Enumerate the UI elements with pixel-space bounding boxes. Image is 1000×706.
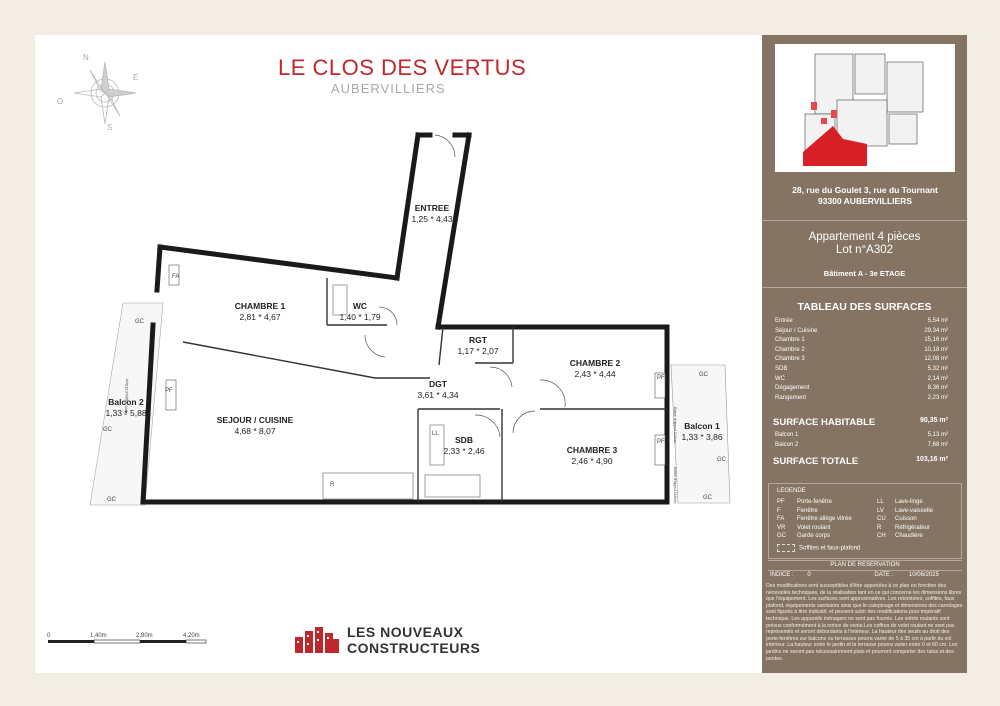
legal-notice: Des modifications sont susceptibles d'être apportées à ce plan en fonction des nécessités techniques, de la réalisation tant en ce qui concerne les dimensions libres que l'équipement. Les surfaces sont approximatives. Les retombées, soffites, faux plafond, équipements sanitaires ainsi que le calepinage et dimensions des carrelages sont figurés à titre indicatif, et peuvent subir des modifications pour impératif technique. Les appareils ménagers ne sont pas fournis. Les volets roulants sont prévus conformément à la notice de vente.Les coffres de volet roulant ne sont pas représentés et seront débordants à l'intérieur. La hauteur des seuils au droit des porte-fenêtres sur balcons ou terrasses pourra varier de 5 à 35 cm à partir du sol intérieur. La hauteur entre le jardin et la terrasse pourra varier entre 0 et 60 cm. Les jardins ne seront pas nécessairement plats et pourront comporter des talus et des pentes. [766,583,963,662]
divider [762,220,967,221]
legend-item: CU Cuisson [877,516,917,523]
compass-e: E [133,73,139,82]
legend-title: LEGENDE [777,488,806,494]
lot-number: Lot n°A302 [835,244,894,256]
mark-pf: PF [657,439,665,445]
scale-3: 4,20m [183,633,200,639]
legend-item: VR Volet roulant [777,524,831,531]
legend-item: LV Lave-vaisselle [877,507,934,514]
surface-row: Entrée 5,54 m² [775,318,948,324]
compass-s: S [107,123,113,132]
surfaces-title: TABLEAU DES SURFACES [797,301,932,313]
legend-item: LL Lave-linge [877,499,923,505]
mark-gc: GC [103,427,112,433]
surface-row: SDB 5,32 m² [775,365,948,372]
rail-label: Barre d'appui 110cm [673,467,678,504]
project-city: AUBERVILLIERS [331,81,446,96]
apartment-type: Appartement 4 pièces [808,231,921,243]
soffite-swatch-icon [777,544,795,552]
mark-gc: GC [699,372,708,378]
address: 28, rue du Goulet 3, rue du Tournant 93300 AUBERVILLIERS [792,185,938,206]
surface-row: Dégagement 8,36 m² [775,385,948,392]
floor-plan [35,35,762,673]
scale-2: 2,80m [136,633,153,639]
rail-label: Barre d'appui 110cm [673,407,678,444]
surface-row: Chambre 3 12,08 m² [775,356,948,363]
surface-row: Chambre 1 15,16 m² [775,337,948,344]
mark-gc: GC [135,319,144,325]
room-chambre-3: CHAMBRE 3 2,46 * 4,90 [566,445,618,466]
indice-row: INDICE : 0 DATE : 10/06/2025 [770,572,939,578]
legend-box [768,483,962,559]
legend-soffite: Soffites et faux-plafond [777,544,860,553]
room-rgt: RGT 1,17 * 2,07 [457,335,499,356]
mark-pf: PF [657,375,665,381]
room-balcon-1: Balcon 1 1,33 * 3,86 [681,421,723,442]
mark-fa: FA [172,274,180,280]
legend-left [777,498,852,541]
habitable-surface: SURFACE HABITABLE 90,35 m² [773,417,948,428]
mark-gc: GC [717,457,726,463]
mark-ll: LL [432,431,439,437]
location-map-icon [775,44,955,172]
surface-row: WC 2,14 m² [775,375,948,382]
info-panel [762,35,967,673]
legend-item: FA Fenêtre allège vitrée [777,516,852,523]
brand-line-2: CONSTRUCTEURS [347,640,481,656]
project-title: LE CLOS DES VERTUS [278,55,527,80]
building-floor: Bâtiment A - 3e ETAGE [823,269,906,278]
compass-n: N [83,53,89,62]
plan-label: PLAN DE RESERVATION [768,560,962,571]
mark-pf: PF [165,388,173,394]
surface-row: Séjour / Cuisine 29,34 m² [775,327,948,334]
surface-row: Rangement 2,23 m² [775,394,948,401]
room-chambre-2: CHAMBRE 2 2,43 * 4,44 [569,358,621,379]
legend-item: PF Porte-fenêtre [777,499,833,505]
legend-item: CH Chaudière [877,533,923,540]
compass-o: O [57,97,64,106]
surfaces-list [775,317,948,403]
legend-item: F Fenêtre [777,507,818,514]
mark-r: R [330,482,335,488]
legend-item: GC Garde corps [777,533,831,540]
legend-right [877,498,933,541]
room-sejour-cuisine: SEJOUR / CUISINE 4,68 * 8,07 [216,415,294,436]
mark-gc: GC [107,497,116,503]
room-wc: WC 1,40 * 1,79 [339,301,381,322]
room-sdb: SDB 2,33 * 2,46 [443,435,485,456]
location-map [775,44,955,172]
scale-0: 0 [47,633,51,639]
surface-row: Chambre 2 10,18 m² [775,346,948,353]
balconies-list [775,431,948,450]
total-surface: SURFACE TOTALE 103,16 m² [773,456,948,467]
room-chambre-1: CHAMBRE 1 2,81 * 4,67 [234,301,286,322]
balcony-row: Balcon 1 5,13 m² [775,432,948,438]
balcony-row: Balcon 2 7,68 m² [775,441,948,448]
legend-item: R Réfrigérateur [877,524,931,531]
rail-label: Barre d'appui 110cm [123,378,130,416]
room-dgt: DGT 3,61 * 4,34 [417,379,459,400]
scale-1: 1,40m [90,633,107,639]
brand-line-1: LES NOUVEAUX [347,624,464,640]
divider [762,287,967,288]
room-entree: ENTREE 1,25 * 4,43 [411,203,453,224]
room-balcon-2: Balcon 2 1,33 * 5,88 [105,397,147,418]
mark-gc: GC [703,495,712,501]
brand-logo-icon [293,625,341,655]
